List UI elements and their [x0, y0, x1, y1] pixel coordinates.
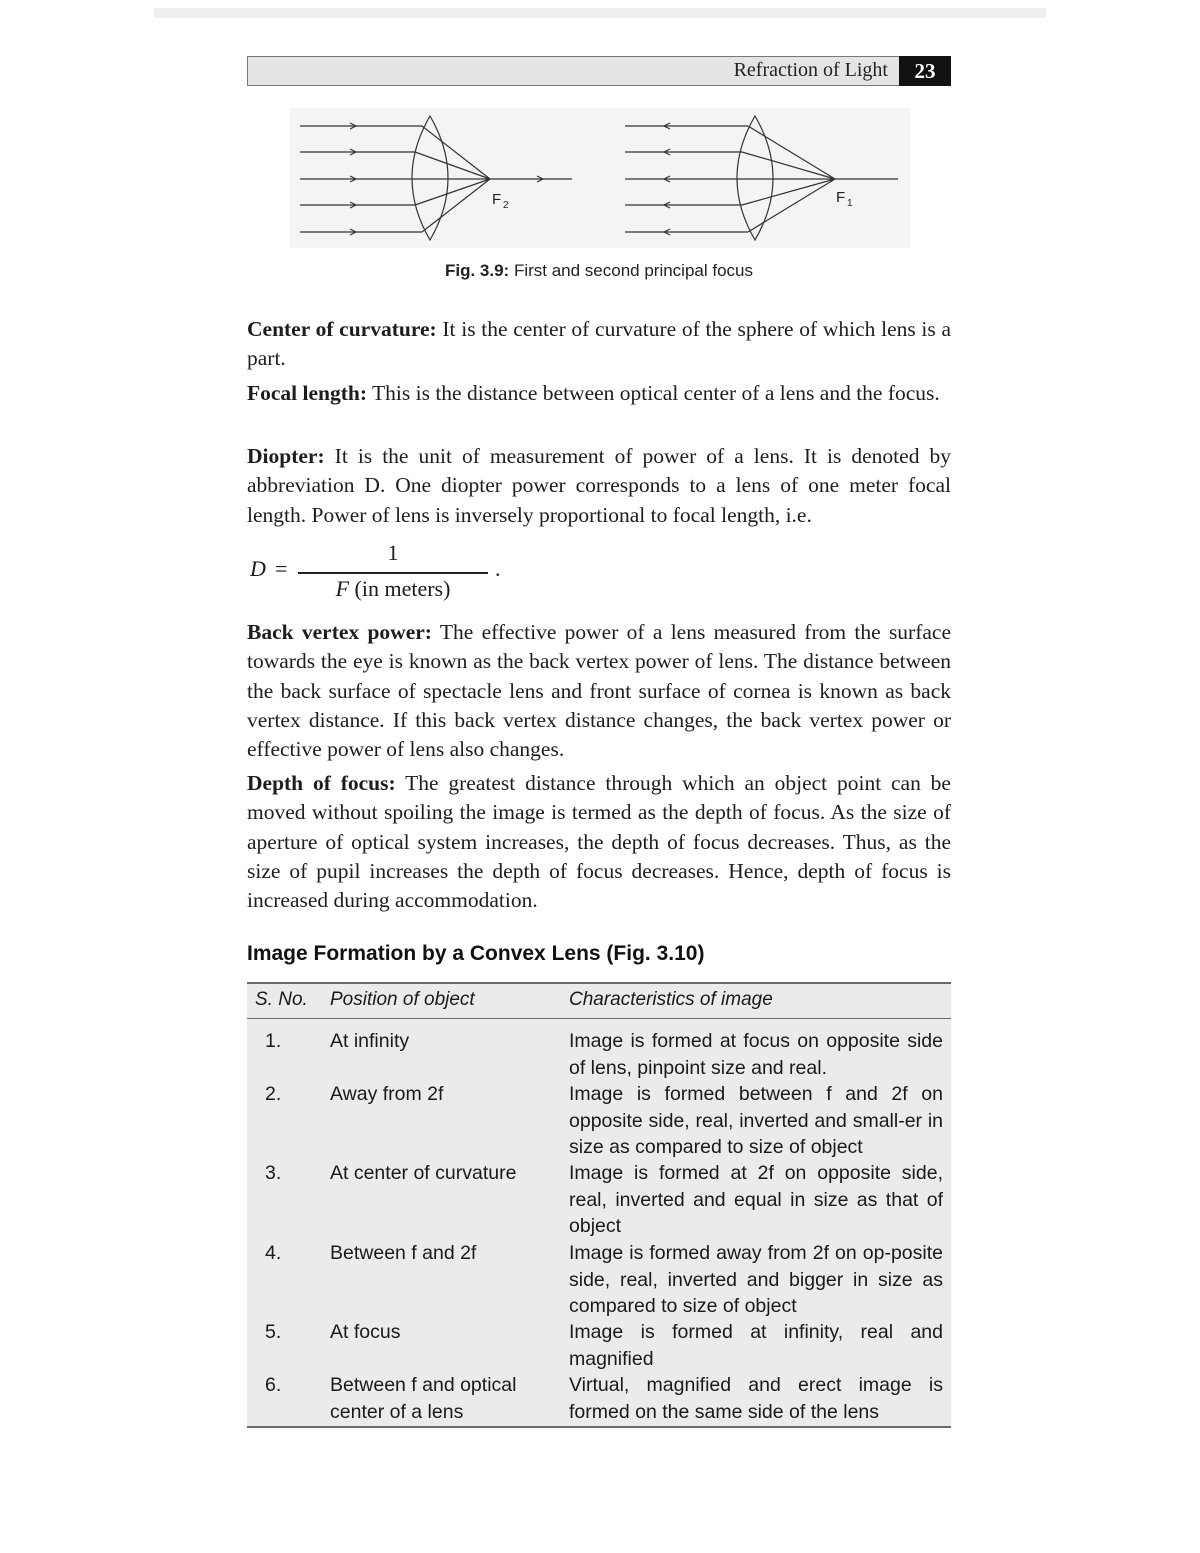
cell-position: Between f and 2f [330, 1242, 477, 1264]
definition-term: Back vertex power: [247, 620, 432, 644]
cell-characteristics: Virtual, magnified and erect image is formed on the same side of the lens [569, 1374, 943, 1423]
cell-characteristics: Image is formed between f and 2f on opposite side, real, inverted and small-er in size as compared to size of object [569, 1083, 943, 1158]
formula-den-variable: F [335, 576, 350, 601]
page-number: 23 [899, 56, 951, 86]
definition-term: Depth of focus: [247, 771, 396, 795]
fraction-bar [298, 572, 488, 574]
left-focus-label: F [492, 191, 502, 208]
cell-characteristics: Image is formed at 2f on opposite side, real, inverted and equal in size as that of object [569, 1162, 943, 1237]
cell-characteristics: Image is formed away from 2f on op-posite side, real, inverted and bigger in size as compared to size of object [569, 1242, 943, 1317]
table-header [247, 984, 951, 1019]
column-header-characteristics: Characteristics of image [569, 989, 773, 1010]
figure-background [290, 108, 910, 248]
cell-sno: 4. [265, 1242, 282, 1264]
formula-period: . [495, 556, 501, 581]
header-title: Refraction of Light [733, 59, 888, 81]
running-header [247, 56, 951, 86]
back-vertex-power-definition [247, 618, 951, 764]
right-focus-label: F [836, 189, 846, 206]
center-of-curvature-definition [247, 315, 951, 374]
cell-sno: 1. [265, 1030, 282, 1052]
cell-sno: 3. [265, 1162, 282, 1184]
definition-text: This is the distance between optical center of a lens and the focus. [367, 381, 940, 405]
definition-term: Center of curvature: [247, 317, 437, 341]
cell-position: Away from 2f [330, 1083, 444, 1105]
cell-position: At focus [330, 1321, 401, 1343]
formula-numerator: 1 [387, 540, 399, 565]
definition-text: It is the center of curvature of the sphere of which lens is a part. [247, 317, 951, 371]
principal-focus-diagram [290, 108, 910, 248]
cell-characteristics: Image is formed at infinity, real and magnified [569, 1321, 943, 1370]
cell-sno: 2. [265, 1083, 282, 1105]
figure-caption-label: Fig. 3.9: [444, 261, 510, 280]
definition-text: The greatest distance through which an object point can be moved without spoiling the image is termed as the depth of focus. As the size of aperture of optical system increases, the depth of focus decreases. Thus, as the size of pupil increases the depth of focus decreases. Hence, depth of focus is increased during accommodation. [247, 771, 951, 913]
formula-denominator [298, 576, 488, 602]
right-focus-subscript: 1 [847, 198, 853, 209]
formula-den-unit: (in meters) [349, 576, 451, 601]
cell-position: At infinity [330, 1030, 410, 1052]
formula-lhs: D [250, 556, 266, 581]
formula-equals: = [275, 556, 288, 581]
cell-position: At center of curvature [330, 1162, 517, 1184]
cell-sno: 6. [265, 1374, 282, 1396]
image-formation-table [247, 982, 951, 1428]
left-focus-subscript: 2 [503, 200, 509, 211]
definition-text: The effective power of a lens measured from the surface towards the eye is known as the back vertex power of lens. The distance between the back surface of spectacle lens and front surface of cornea is known as back vertex distance. If this back vertex distance changes, the back vertex power or effective power of lens also changes. [247, 620, 952, 762]
definition-term: Focal length: [247, 381, 368, 405]
depth-of-focus-definition [247, 769, 951, 915]
principal-focus-figure [290, 108, 910, 253]
cell-position: Between f and optical center of a lens [330, 1374, 517, 1423]
focal-length-definition [247, 379, 951, 408]
definition-text: It is the unit of measurement of power of a lens. It is denoted by abbreviation D. One diopter power corresponds to a lens of one meter focal length. Power of lens is inversely proportional to focal length, i.e. [247, 444, 951, 527]
cell-characteristics: Image is formed at focus on opposite side of lens, pinpoint size and real. [569, 1030, 943, 1079]
figure-caption [247, 261, 951, 281]
section-heading: Image Formation by a Convex Lens (Fig. 3.10) [247, 942, 705, 965]
diopter-formula [250, 540, 550, 610]
top-bar [154, 8, 1046, 18]
column-header-position: Position of object [330, 989, 475, 1010]
definition-term: Diopter: [247, 444, 325, 468]
diopter-definition [247, 442, 951, 530]
column-header-sno: S. No. [255, 989, 308, 1010]
figure-caption-text: First and second principal focus [509, 261, 754, 280]
cell-sno: 5. [265, 1321, 282, 1343]
